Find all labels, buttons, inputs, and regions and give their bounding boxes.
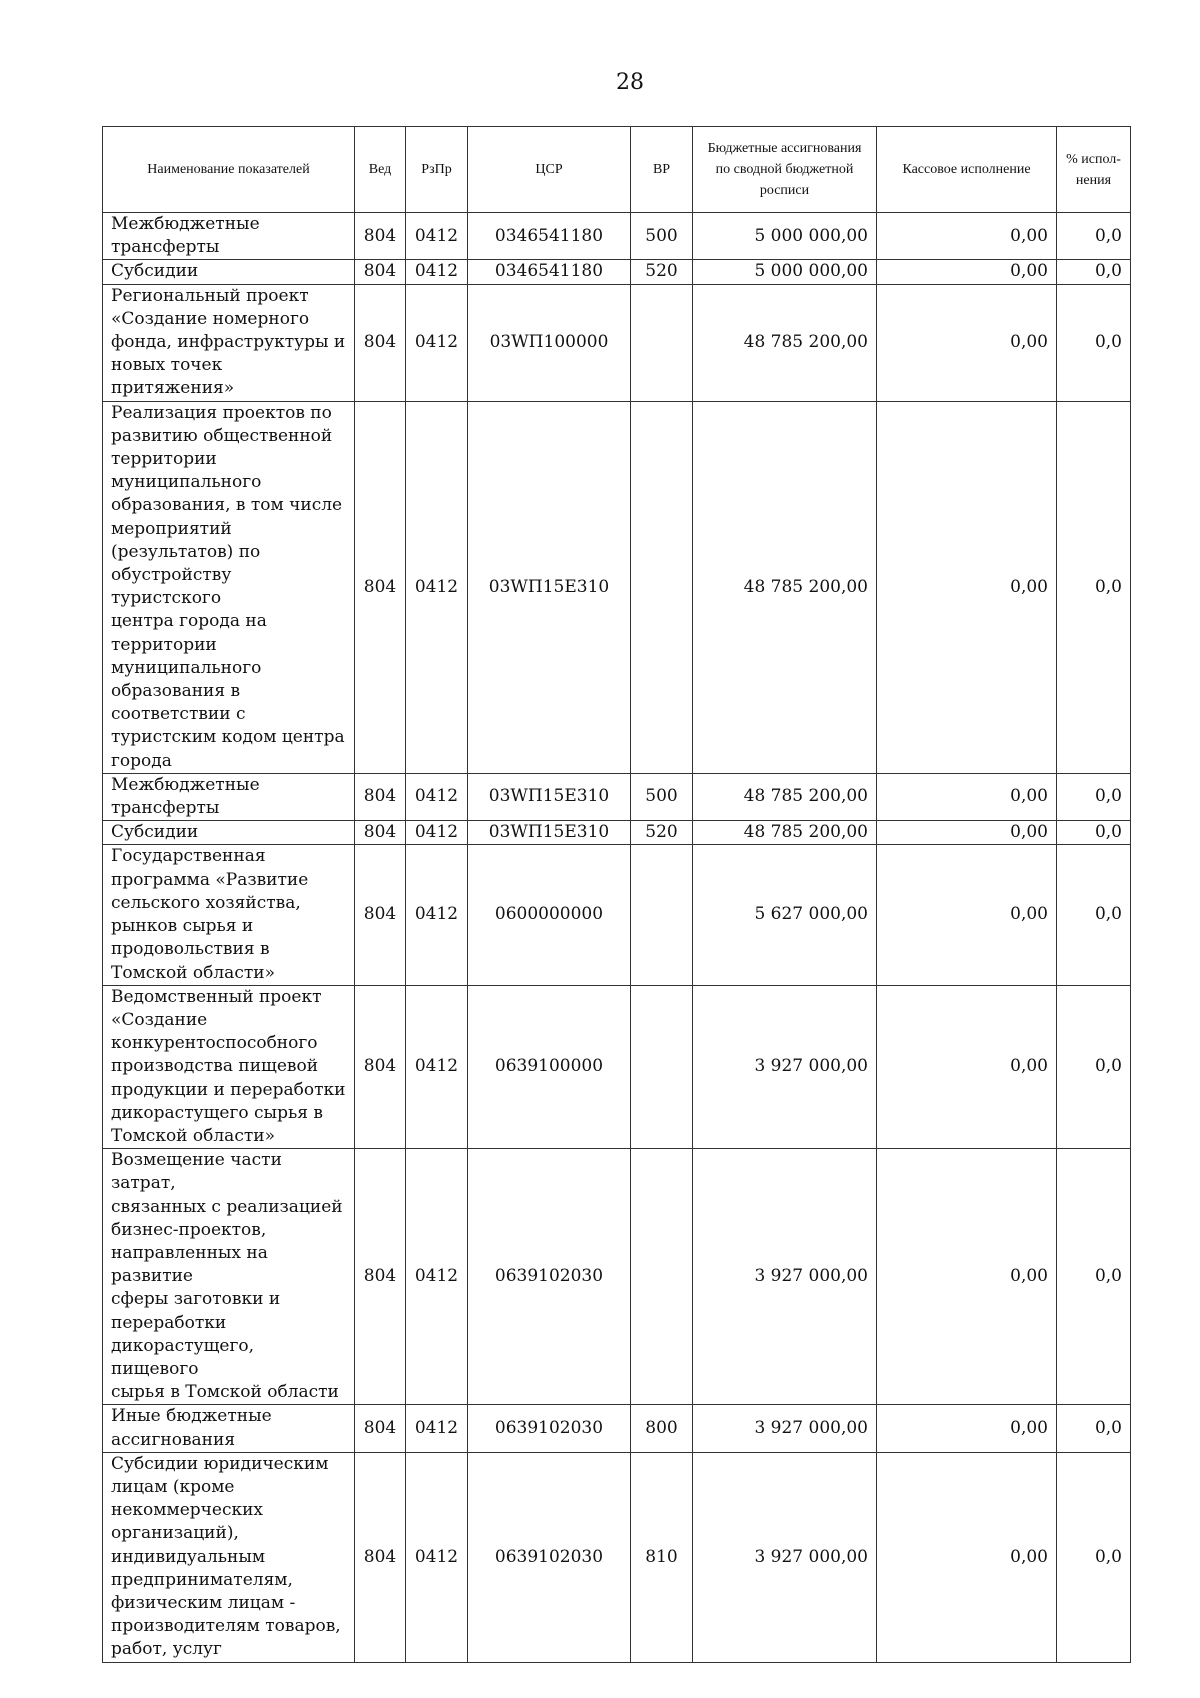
cell-ved: 804 [355, 985, 406, 1148]
cell-vr: 810 [631, 1452, 693, 1662]
cell-name: Иные бюджетные ассигнования [103, 1405, 355, 1452]
cell-csr: 0639100000 [468, 985, 631, 1148]
cell-percent: 0,0 [1057, 985, 1131, 1148]
cell-cash: 0,00 [877, 284, 1057, 401]
cell-rzpr: 0412 [406, 1149, 468, 1405]
cell-name: Реализация проектов по развитию общественной территории муниципального образования, в том числе мероприятий (результатов) по обустройству туристского центра города на территории муниципального образования в соответствии с туристским кодом центра города [103, 401, 355, 773]
cell-budget: 48 785 200,00 [693, 821, 877, 845]
column-header-ved: Вед [355, 127, 406, 213]
cell-ved: 804 [355, 845, 406, 985]
cell-vr: 520 [631, 821, 693, 845]
table-body [103, 213, 1131, 1663]
cell-name: Межбюджетные трансферты [103, 213, 355, 260]
cell-csr: 0600000000 [468, 845, 631, 985]
cell-name: Государственная программа «Развитие сельского хозяйства, рынков сырья и продовольствия в Томской области» [103, 845, 355, 985]
cell-rzpr: 0412 [406, 845, 468, 985]
column-header-budget: Бюджетные ассигнования по сводной бюджетной росписи [693, 127, 877, 213]
cell-rzpr: 0412 [406, 1452, 468, 1662]
cell-vr [631, 985, 693, 1148]
cell-csr: 0346541180 [468, 213, 631, 260]
cell-vr [631, 284, 693, 401]
cell-ved: 804 [355, 1405, 406, 1452]
cell-percent: 0,0 [1057, 821, 1131, 845]
cell-budget: 3 927 000,00 [693, 985, 877, 1148]
cell-cash: 0,00 [877, 773, 1057, 820]
table-row [103, 260, 1131, 284]
table-row [103, 401, 1131, 773]
cell-budget: 48 785 200,00 [693, 401, 877, 773]
cell-csr: 03WП15Е310 [468, 821, 631, 845]
cell-rzpr: 0412 [406, 1405, 468, 1452]
cell-ved: 804 [355, 1149, 406, 1405]
cell-cash: 0,00 [877, 821, 1057, 845]
cell-cash: 0,00 [877, 1452, 1057, 1662]
cell-name: Региональный проект «Создание номерного фонда, инфраструктуры и новых точек притяжения» [103, 284, 355, 401]
table-row [103, 1452, 1131, 1662]
cell-name: Возмещение части затрат, связанных с реализацией бизнес-проектов, направленных на развитие сферы заготовки и переработки дикорастущего, пищевого сырья в Томской области [103, 1149, 355, 1405]
cell-rzpr: 0412 [406, 821, 468, 845]
table-row [103, 1149, 1131, 1405]
cell-vr [631, 845, 693, 985]
cell-cash: 0,00 [877, 845, 1057, 985]
cell-ved: 804 [355, 401, 406, 773]
cell-percent: 0,0 [1057, 401, 1131, 773]
cell-percent: 0,0 [1057, 1452, 1131, 1662]
cell-cash: 0,00 [877, 401, 1057, 773]
cell-rzpr: 0412 [406, 401, 468, 773]
cell-percent: 0,0 [1057, 1405, 1131, 1452]
cell-cash: 0,00 [877, 985, 1057, 1148]
column-header-name: Наименование показателей [103, 127, 355, 213]
cell-rzpr: 0412 [406, 260, 468, 284]
cell-vr [631, 401, 693, 773]
table-row [103, 773, 1131, 820]
cell-ved: 804 [355, 1452, 406, 1662]
cell-percent: 0,0 [1057, 260, 1131, 284]
cell-percent: 0,0 [1057, 845, 1131, 985]
cell-budget: 3 927 000,00 [693, 1149, 877, 1405]
cell-rzpr: 0412 [406, 284, 468, 401]
cell-cash: 0,00 [877, 213, 1057, 260]
table-header-row [103, 127, 1131, 213]
cell-name: Ведомственный проект «Создание конкурентоспособного производства пищевой продукции и переработки дикорастущего сырья в Томской области» [103, 985, 355, 1148]
column-header-csr: ЦСР [468, 127, 631, 213]
cell-name: Межбюджетные трансферты [103, 773, 355, 820]
column-header-vr: ВР [631, 127, 693, 213]
cell-ved: 804 [355, 821, 406, 845]
cell-percent: 0,0 [1057, 773, 1131, 820]
cell-budget: 48 785 200,00 [693, 773, 877, 820]
table-row [103, 1405, 1131, 1452]
table-row [103, 284, 1131, 401]
cell-rzpr: 0412 [406, 773, 468, 820]
cell-ved: 804 [355, 773, 406, 820]
column-header-cash: Кассовое исполнение [877, 127, 1057, 213]
cell-csr: 0346541180 [468, 260, 631, 284]
column-header-percent: % испол-нения [1057, 127, 1131, 213]
cell-name: Субсидии юридическим лицам (кроме некоммерческих организаций), индивидуальным предпринимателям, физическим лицам - производителям товаров, работ, услуг [103, 1452, 355, 1662]
cell-rzpr: 0412 [406, 213, 468, 260]
cell-name: Субсидии [103, 260, 355, 284]
cell-rzpr: 0412 [406, 985, 468, 1148]
cell-ved: 804 [355, 284, 406, 401]
cell-name: Субсидии [103, 821, 355, 845]
cell-csr: 0639102030 [468, 1452, 631, 1662]
cell-budget: 5 627 000,00 [693, 845, 877, 985]
table-row [103, 985, 1131, 1148]
cell-vr: 520 [631, 260, 693, 284]
cell-vr: 500 [631, 773, 693, 820]
cell-csr: 03WП15Е310 [468, 401, 631, 773]
cell-budget: 5 000 000,00 [693, 213, 877, 260]
cell-cash: 0,00 [877, 1149, 1057, 1405]
cell-csr: 0639102030 [468, 1405, 631, 1452]
cell-budget: 5 000 000,00 [693, 260, 877, 284]
table-row [103, 845, 1131, 985]
cell-percent: 0,0 [1057, 213, 1131, 260]
cell-ved: 804 [355, 260, 406, 284]
cell-budget: 48 785 200,00 [693, 284, 877, 401]
table-row [103, 821, 1131, 845]
cell-csr: 0639102030 [468, 1149, 631, 1405]
cell-csr: 03WП100000 [468, 284, 631, 401]
column-header-rzpr: РзПр [406, 127, 468, 213]
budget-table [102, 126, 1131, 1663]
cell-cash: 0,00 [877, 1405, 1057, 1452]
cell-percent: 0,0 [1057, 284, 1131, 401]
cell-vr: 500 [631, 213, 693, 260]
cell-vr [631, 1149, 693, 1405]
page-number: 28 [616, 70, 644, 95]
cell-budget: 3 927 000,00 [693, 1452, 877, 1662]
cell-ved: 804 [355, 213, 406, 260]
cell-csr: 03WП15Е310 [468, 773, 631, 820]
cell-cash: 0,00 [877, 260, 1057, 284]
cell-vr: 800 [631, 1405, 693, 1452]
cell-budget: 3 927 000,00 [693, 1405, 877, 1452]
cell-percent: 0,0 [1057, 1149, 1131, 1405]
table-row [103, 213, 1131, 260]
